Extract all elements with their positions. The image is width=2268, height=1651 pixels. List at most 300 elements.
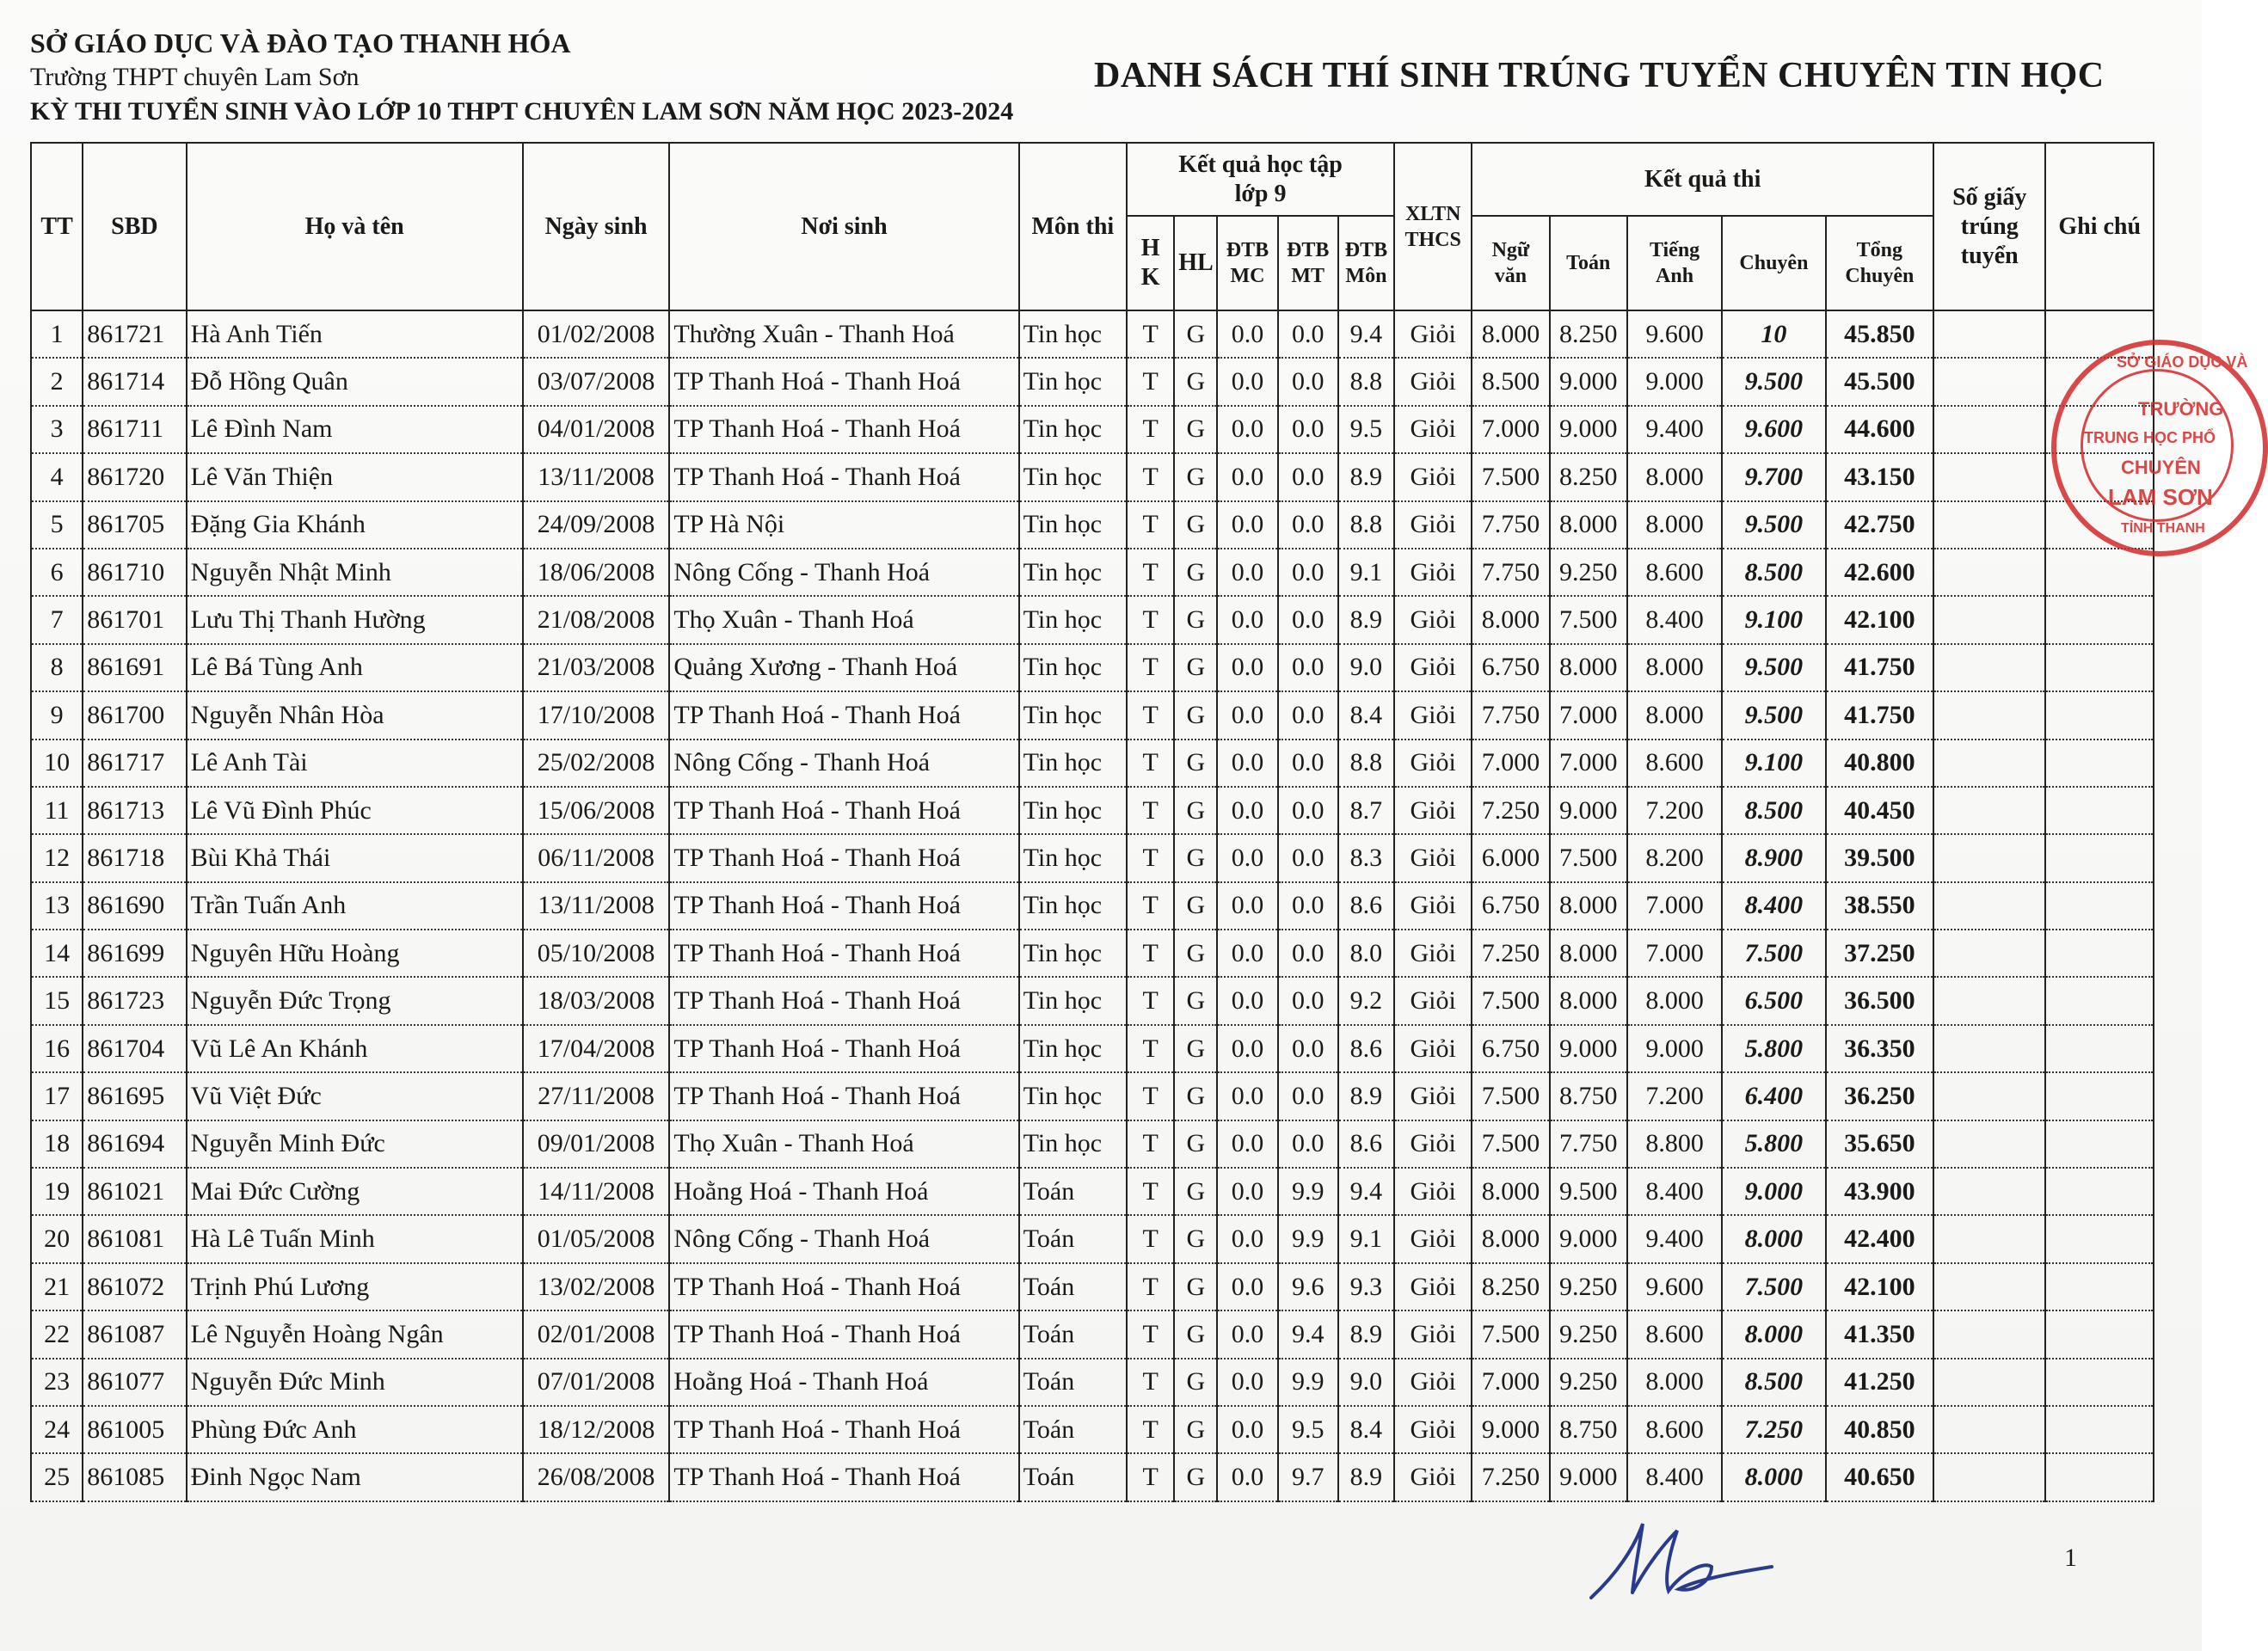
row-hl: G (1174, 644, 1217, 691)
row-note (2045, 1215, 2154, 1262)
row-literature: 6.000 (1472, 834, 1549, 881)
row-hk: T (1127, 1310, 1174, 1358)
row-dtb-mon: 8.9 (1338, 1453, 1394, 1501)
row-note (2045, 691, 2154, 739)
row-subject: Tin học (1019, 691, 1127, 739)
row-specialized: 8.500 (1722, 1359, 1825, 1406)
row-dob: 03/07/2008 (523, 358, 670, 405)
row-birthplace: TP Thanh Hoá - Thanh Hoá (669, 1310, 1018, 1358)
row-english: 7.000 (1627, 930, 1722, 977)
row-birthplace: TP Thanh Hoá - Thanh Hoá (669, 453, 1018, 500)
row-dtb-mt: 0.0 (1278, 1072, 1338, 1120)
row-dtb-mon: 9.0 (1338, 1359, 1394, 1406)
row-dtb-mc: 0.0 (1217, 596, 1277, 643)
row-dtb-mon: 8.9 (1338, 453, 1394, 500)
row-math: 9.000 (1550, 358, 1627, 405)
row-math: 7.500 (1550, 596, 1627, 643)
row-english: 7.000 (1627, 882, 1722, 930)
row-dtb-mc: 0.0 (1217, 501, 1277, 549)
row-sbd: 861721 (83, 310, 186, 358)
row-literature: 8.500 (1472, 358, 1549, 405)
row-name: Lê Vũ Đình Phúc (187, 787, 523, 834)
row-hk: T (1127, 1359, 1174, 1406)
row-literature: 7.250 (1472, 787, 1549, 834)
row-hk: T (1127, 1215, 1174, 1262)
row-subject: Toán (1019, 1168, 1127, 1215)
row-total: 42.100 (1826, 1263, 1933, 1310)
row-subject: Tin học (1019, 358, 1127, 405)
row-tt: 2 (31, 358, 83, 405)
seal-text-top: SỞ GIÁO DỤC VÀ (2117, 353, 2248, 371)
dtb-mon-line1: ĐTB (1344, 239, 1388, 261)
row-certificate (1933, 834, 2045, 881)
row-hl: G (1174, 977, 1217, 1024)
row-total: 40.450 (1826, 787, 1933, 834)
row-dtb-mon: 8.3 (1338, 834, 1394, 881)
row-birthplace: Thọ Xuân - Thanh Hoá (669, 596, 1018, 643)
row-certificate (1933, 882, 2045, 930)
row-dtb-mon: 8.0 (1338, 930, 1394, 977)
page-number: 1 (2064, 1544, 2077, 1572)
row-hk: T (1127, 834, 1174, 881)
row-certificate (1933, 1406, 2045, 1453)
row-hl: G (1174, 691, 1217, 739)
row-english: 9.600 (1627, 310, 1722, 358)
row-subject: Tin học (1019, 453, 1127, 500)
col-birthplace: Nơi sinh (669, 143, 1018, 310)
row-name: Lê Anh Tài (187, 740, 523, 787)
row-dtb-mc: 0.0 (1217, 930, 1277, 977)
row-tt: 25 (31, 1453, 83, 1501)
row-birthplace: TP Thanh Hoá - Thanh Hoá (669, 1453, 1018, 1501)
row-specialized: 10 (1722, 310, 1825, 358)
col-xltn (1394, 143, 1472, 310)
row-english: 8.800 (1627, 1120, 1722, 1168)
row-tt: 3 (31, 406, 83, 453)
school-name: Trường THPT chuyên Lam Sơn (30, 63, 360, 91)
row-birthplace: Thọ Xuân - Thanh Hoá (669, 1120, 1018, 1168)
row-literature: 7.000 (1472, 406, 1549, 453)
table-row (31, 977, 2154, 1024)
row-sbd: 861699 (83, 930, 186, 977)
row-hk: T (1127, 596, 1174, 643)
row-dob: 09/01/2008 (523, 1120, 670, 1168)
col-hl: HL (1174, 216, 1217, 310)
row-literature: 7.500 (1472, 453, 1549, 500)
row-dtb-mon: 9.2 (1338, 977, 1394, 1024)
row-literature: 7.000 (1472, 1359, 1549, 1406)
row-dtb-mt: 0.0 (1278, 882, 1338, 930)
seal-text-school: TRƯỜNG (2138, 398, 2224, 420)
row-tt: 12 (31, 834, 83, 881)
row-hk: T (1127, 644, 1174, 691)
seal-text-chuyen: CHUYÊN (2121, 457, 2201, 478)
table-row (31, 644, 2154, 691)
row-subject: Tin học (1019, 930, 1127, 977)
row-birthplace: Nông Cống - Thanh Hoá (669, 740, 1018, 787)
row-name: Trịnh Phú Lương (187, 1263, 523, 1310)
row-specialized: 7.500 (1722, 930, 1825, 977)
row-birthplace: TP Thanh Hoá - Thanh Hoá (669, 834, 1018, 881)
row-certificate (1933, 501, 2045, 549)
dtb-mt-line1: ĐTB (1287, 239, 1330, 261)
row-subject: Tin học (1019, 596, 1127, 643)
col-group-exam-results: Kết quả thi (1472, 143, 1933, 216)
row-total: 39.500 (1826, 834, 1933, 881)
table-row (31, 549, 2154, 596)
row-dob: 14/11/2008 (523, 1168, 670, 1215)
row-total: 40.650 (1826, 1453, 1933, 1501)
row-name: Nguyễn Nhật Minh (187, 549, 523, 596)
row-literature: 8.000 (1472, 1215, 1549, 1262)
row-hk: T (1127, 406, 1174, 453)
row-hl: G (1174, 1215, 1217, 1262)
row-total: 40.850 (1826, 1406, 1933, 1453)
row-dtb-mc: 0.0 (1217, 691, 1277, 739)
row-english: 7.200 (1627, 1072, 1722, 1120)
row-math: 9.250 (1550, 1310, 1627, 1358)
row-literature: 7.250 (1472, 1453, 1549, 1501)
row-certificate (1933, 977, 2045, 1024)
table-header (31, 143, 2154, 310)
row-dob: 06/11/2008 (523, 834, 670, 881)
row-english: 8.000 (1627, 501, 1722, 549)
row-specialized: 9.100 (1722, 596, 1825, 643)
dtb-mc-line1: ĐTB (1226, 239, 1269, 261)
study-group-line1: Kết quả học tập (1178, 150, 1343, 178)
row-dtb-mt: 0.0 (1278, 549, 1338, 596)
row-tt: 20 (31, 1215, 83, 1262)
table-row (31, 787, 2154, 834)
row-note (2045, 1120, 2154, 1168)
row-name: Đinh Ngọc Nam (187, 1453, 523, 1501)
row-subject: Tin học (1019, 882, 1127, 930)
row-total: 43.900 (1826, 1168, 1933, 1215)
row-math: 8.000 (1550, 501, 1627, 549)
row-math: 9.250 (1550, 549, 1627, 596)
row-dob: 02/01/2008 (523, 1310, 670, 1358)
row-math: 7.000 (1550, 691, 1627, 739)
table-row (31, 406, 2154, 453)
row-note (2045, 930, 2154, 977)
row-xltn: Giỏi (1394, 930, 1472, 977)
row-name: Mai Đức Cường (187, 1168, 523, 1215)
dtb-mt-line2: MT (1291, 265, 1325, 287)
row-dtb-mon: 8.9 (1338, 1072, 1394, 1120)
row-math: 8.000 (1550, 644, 1627, 691)
row-specialized: 6.500 (1722, 977, 1825, 1024)
row-dtb-mon: 8.4 (1338, 1406, 1394, 1453)
row-english: 9.000 (1627, 358, 1722, 405)
row-literature: 7.250 (1472, 930, 1549, 977)
row-dtb-mon: 9.1 (1338, 1215, 1394, 1262)
row-specialized: 8.500 (1722, 549, 1825, 596)
english-line1: Tiếng (1649, 239, 1700, 261)
table-row (31, 1215, 2154, 1262)
row-birthplace: TP Thanh Hoá - Thanh Hoá (669, 1263, 1018, 1310)
row-tt: 13 (31, 882, 83, 930)
row-sbd: 861718 (83, 834, 186, 881)
row-literature: 8.000 (1472, 310, 1549, 358)
row-dtb-mon: 9.1 (1338, 549, 1394, 596)
row-literature: 7.500 (1472, 977, 1549, 1024)
row-math: 9.500 (1550, 1168, 1627, 1215)
row-birthplace: Hoằng Hoá - Thanh Hoá (669, 1168, 1018, 1215)
row-certificate (1933, 787, 2045, 834)
row-dob: 18/03/2008 (523, 977, 670, 1024)
row-hl: G (1174, 1025, 1217, 1072)
row-total: 41.750 (1826, 691, 1933, 739)
cert-line1: Số giấy (1952, 183, 2027, 211)
row-hk: T (1127, 977, 1174, 1024)
col-english (1627, 216, 1722, 310)
exam-name: KỲ THI TUYỂN SINH VÀO LỚP 10 THPT CHUYÊN LAM SƠN NĂM HỌC 2023-2024 (30, 97, 1014, 126)
row-name: Nguyễn Đức Trọng (187, 977, 523, 1024)
row-hl: G (1174, 1453, 1217, 1501)
row-dtb-mon: 8.6 (1338, 1025, 1394, 1072)
row-specialized: 9.500 (1722, 644, 1825, 691)
col-specialized: Chuyên (1722, 216, 1825, 310)
row-math: 8.000 (1550, 930, 1627, 977)
row-xltn: Giỏi (1394, 882, 1472, 930)
row-tt: 19 (31, 1168, 83, 1215)
row-xltn: Giỏi (1394, 787, 1472, 834)
row-certificate (1933, 549, 2045, 596)
row-dtb-mc: 0.0 (1217, 787, 1277, 834)
row-specialized: 8.500 (1722, 787, 1825, 834)
row-certificate (1933, 1025, 2045, 1072)
row-subject: Tin học (1019, 501, 1127, 549)
table-row (31, 1310, 2154, 1358)
row-subject: Tin học (1019, 310, 1127, 358)
row-hk: T (1127, 740, 1174, 787)
row-birthplace: TP Thanh Hoá - Thanh Hoá (669, 691, 1018, 739)
table-row (31, 1406, 2154, 1453)
row-xltn: Giỏi (1394, 1406, 1472, 1453)
row-math: 8.000 (1550, 977, 1627, 1024)
row-literature: 6.750 (1472, 882, 1549, 930)
row-total: 42.400 (1826, 1215, 1933, 1262)
row-english: 8.000 (1627, 644, 1722, 691)
table-row (31, 596, 2154, 643)
row-dtb-mc: 0.0 (1217, 1168, 1277, 1215)
row-hk: T (1127, 1025, 1174, 1072)
row-dob: 21/03/2008 (523, 644, 670, 691)
row-certificate (1933, 691, 2045, 739)
xltn-line1: XLTN (1404, 202, 1461, 225)
row-total: 41.350 (1826, 1310, 1933, 1358)
row-dtb-mt: 0.0 (1278, 740, 1338, 787)
row-dob: 05/10/2008 (523, 930, 670, 977)
row-name: Trần Tuấn Anh (187, 882, 523, 930)
row-subject: Tin học (1019, 977, 1127, 1024)
row-name: Đỗ Hồng Quân (187, 358, 523, 405)
row-tt: 8 (31, 644, 83, 691)
row-tt: 23 (31, 1359, 83, 1406)
row-name: Vũ Việt Đức (187, 1072, 523, 1120)
row-birthplace: Quảng Xương - Thanh Hoá (669, 644, 1018, 691)
row-total: 45.500 (1826, 358, 1933, 405)
row-math: 7.500 (1550, 834, 1627, 881)
row-math: 8.000 (1550, 882, 1627, 930)
document-header (30, 26, 1013, 129)
row-dtb-mon: 8.6 (1338, 1120, 1394, 1168)
table-row (31, 834, 2154, 881)
row-hk: T (1127, 1120, 1174, 1168)
row-dtb-mc: 0.0 (1217, 310, 1277, 358)
table-row (31, 1025, 2154, 1072)
table-row (31, 1359, 2154, 1406)
col-tt: TT (31, 143, 83, 310)
row-sbd: 861701 (83, 596, 186, 643)
row-sbd: 861087 (83, 1310, 186, 1358)
row-tt: 7 (31, 596, 83, 643)
row-birthplace: TP Hà Nội (669, 501, 1018, 549)
row-name: Vũ Lê An Khánh (187, 1025, 523, 1072)
row-hk: T (1127, 1406, 1174, 1453)
row-english: 7.200 (1627, 787, 1722, 834)
literature-line2: văn (1494, 265, 1527, 287)
row-hl: G (1174, 1406, 1217, 1453)
row-dtb-mc: 0.0 (1217, 834, 1277, 881)
row-hl: G (1174, 406, 1217, 453)
row-xltn: Giỏi (1394, 1310, 1472, 1358)
row-dtb-mt: 0.0 (1278, 596, 1338, 643)
department-name: SỞ GIÁO DỤC VÀ ĐÀO TẠO THANH HÓA (30, 28, 571, 58)
row-dob: 13/02/2008 (523, 1263, 670, 1310)
row-xltn: Giỏi (1394, 310, 1472, 358)
row-dtb-mt: 9.9 (1278, 1359, 1338, 1406)
seal-text-line: TRUNG HỌC PHỔ (2084, 429, 2216, 446)
dtb-mon-line2: Môn (1345, 265, 1387, 287)
row-hk: T (1127, 787, 1174, 834)
row-certificate (1933, 644, 2045, 691)
table-row (31, 453, 2154, 500)
row-dtb-mon: 8.8 (1338, 740, 1394, 787)
cert-line3: tuyển (1960, 242, 2019, 269)
row-subject: Tin học (1019, 1120, 1127, 1168)
row-xltn: Giỏi (1394, 549, 1472, 596)
row-hl: G (1174, 358, 1217, 405)
row-dtb-mon: 9.4 (1338, 1168, 1394, 1215)
row-birthplace: TP Thanh Hoá - Thanh Hoá (669, 930, 1018, 977)
row-hk: T (1127, 882, 1174, 930)
row-dtb-mt: 0.0 (1278, 501, 1338, 549)
col-group-study-results (1127, 143, 1394, 216)
row-dtb-mc: 0.0 (1217, 406, 1277, 453)
col-certificate (1933, 143, 2045, 310)
row-birthplace: TP Thanh Hoá - Thanh Hoá (669, 977, 1018, 1024)
row-dtb-mon: 8.6 (1338, 882, 1394, 930)
row-xltn: Giỏi (1394, 834, 1472, 881)
row-dtb-mt: 0.0 (1278, 787, 1338, 834)
col-dtb-mt (1278, 216, 1338, 310)
row-dob: 24/09/2008 (523, 501, 670, 549)
row-hl: G (1174, 1310, 1217, 1358)
row-dob: 25/02/2008 (523, 740, 670, 787)
row-note (2045, 1359, 2154, 1406)
row-certificate (1933, 740, 2045, 787)
row-dtb-mt: 9.9 (1278, 1168, 1338, 1215)
row-specialized: 9.700 (1722, 453, 1825, 500)
row-math: 9.000 (1550, 1025, 1627, 1072)
row-name: Lê Nguyễn Hoàng Ngân (187, 1310, 523, 1358)
row-xltn: Giỏi (1394, 1263, 1472, 1310)
row-note (2045, 1310, 2154, 1358)
row-sbd: 861072 (83, 1263, 186, 1310)
row-dtb-mc: 0.0 (1217, 1072, 1277, 1120)
row-specialized: 8.000 (1722, 1453, 1825, 1501)
row-specialized: 5.800 (1722, 1025, 1825, 1072)
row-tt: 4 (31, 453, 83, 500)
row-note (2045, 1406, 2154, 1453)
table-row (31, 1453, 2154, 1501)
col-dtb-mc (1217, 216, 1277, 310)
row-subject: Tin học (1019, 406, 1127, 453)
table-row (31, 1168, 2154, 1215)
row-note (2045, 1168, 2154, 1215)
row-certificate (1933, 1310, 2045, 1358)
row-dtb-mon: 8.9 (1338, 596, 1394, 643)
row-english: 8.600 (1627, 1406, 1722, 1453)
row-name: Hà Lê Tuấn Minh (187, 1215, 523, 1262)
row-dob: 13/11/2008 (523, 453, 670, 500)
table-row (31, 691, 2154, 739)
row-dob: 04/01/2008 (523, 406, 670, 453)
english-line2: Anh (1656, 265, 1694, 287)
col-dtb-mon (1338, 216, 1394, 310)
row-dtb-mt: 9.7 (1278, 1453, 1338, 1501)
row-sbd: 861711 (83, 406, 186, 453)
row-sbd: 861085 (83, 1453, 186, 1501)
row-sbd: 861690 (83, 882, 186, 930)
row-birthplace: Nông Cống - Thanh Hoá (669, 1215, 1018, 1262)
row-total: 38.550 (1826, 882, 1933, 930)
row-hk: T (1127, 358, 1174, 405)
row-english: 8.600 (1627, 740, 1722, 787)
row-note (2045, 644, 2154, 691)
row-certificate (1933, 930, 2045, 977)
col-hk (1127, 216, 1174, 310)
row-tt: 14 (31, 930, 83, 977)
row-math: 7.000 (1550, 740, 1627, 787)
row-subject: Tin học (1019, 740, 1127, 787)
row-name: Lê Văn Thiện (187, 453, 523, 500)
row-sbd: 861695 (83, 1072, 186, 1120)
row-specialized: 9.000 (1722, 1168, 1825, 1215)
row-certificate (1933, 1359, 2045, 1406)
row-dtb-mt: 9.4 (1278, 1310, 1338, 1358)
row-dob: 17/04/2008 (523, 1025, 670, 1072)
row-total: 43.150 (1826, 453, 1933, 500)
row-hk: T (1127, 501, 1174, 549)
row-sbd: 861700 (83, 691, 186, 739)
row-dtb-mt: 9.6 (1278, 1263, 1338, 1310)
row-specialized: 5.800 (1722, 1120, 1825, 1168)
row-sbd: 861705 (83, 501, 186, 549)
row-tt: 16 (31, 1025, 83, 1072)
row-name: Phùng Đức Anh (187, 1406, 523, 1453)
row-dob: 27/11/2008 (523, 1072, 670, 1120)
row-dtb-mon: 9.3 (1338, 1263, 1394, 1310)
row-xltn: Giỏi (1394, 453, 1472, 500)
row-dtb-mc: 0.0 (1217, 1359, 1277, 1406)
row-birthplace: Hoằng Hoá - Thanh Hoá (669, 1359, 1018, 1406)
row-sbd: 861005 (83, 1406, 186, 1453)
row-sbd: 861694 (83, 1120, 186, 1168)
row-dob: 13/11/2008 (523, 882, 670, 930)
row-dtb-mt: 0.0 (1278, 691, 1338, 739)
